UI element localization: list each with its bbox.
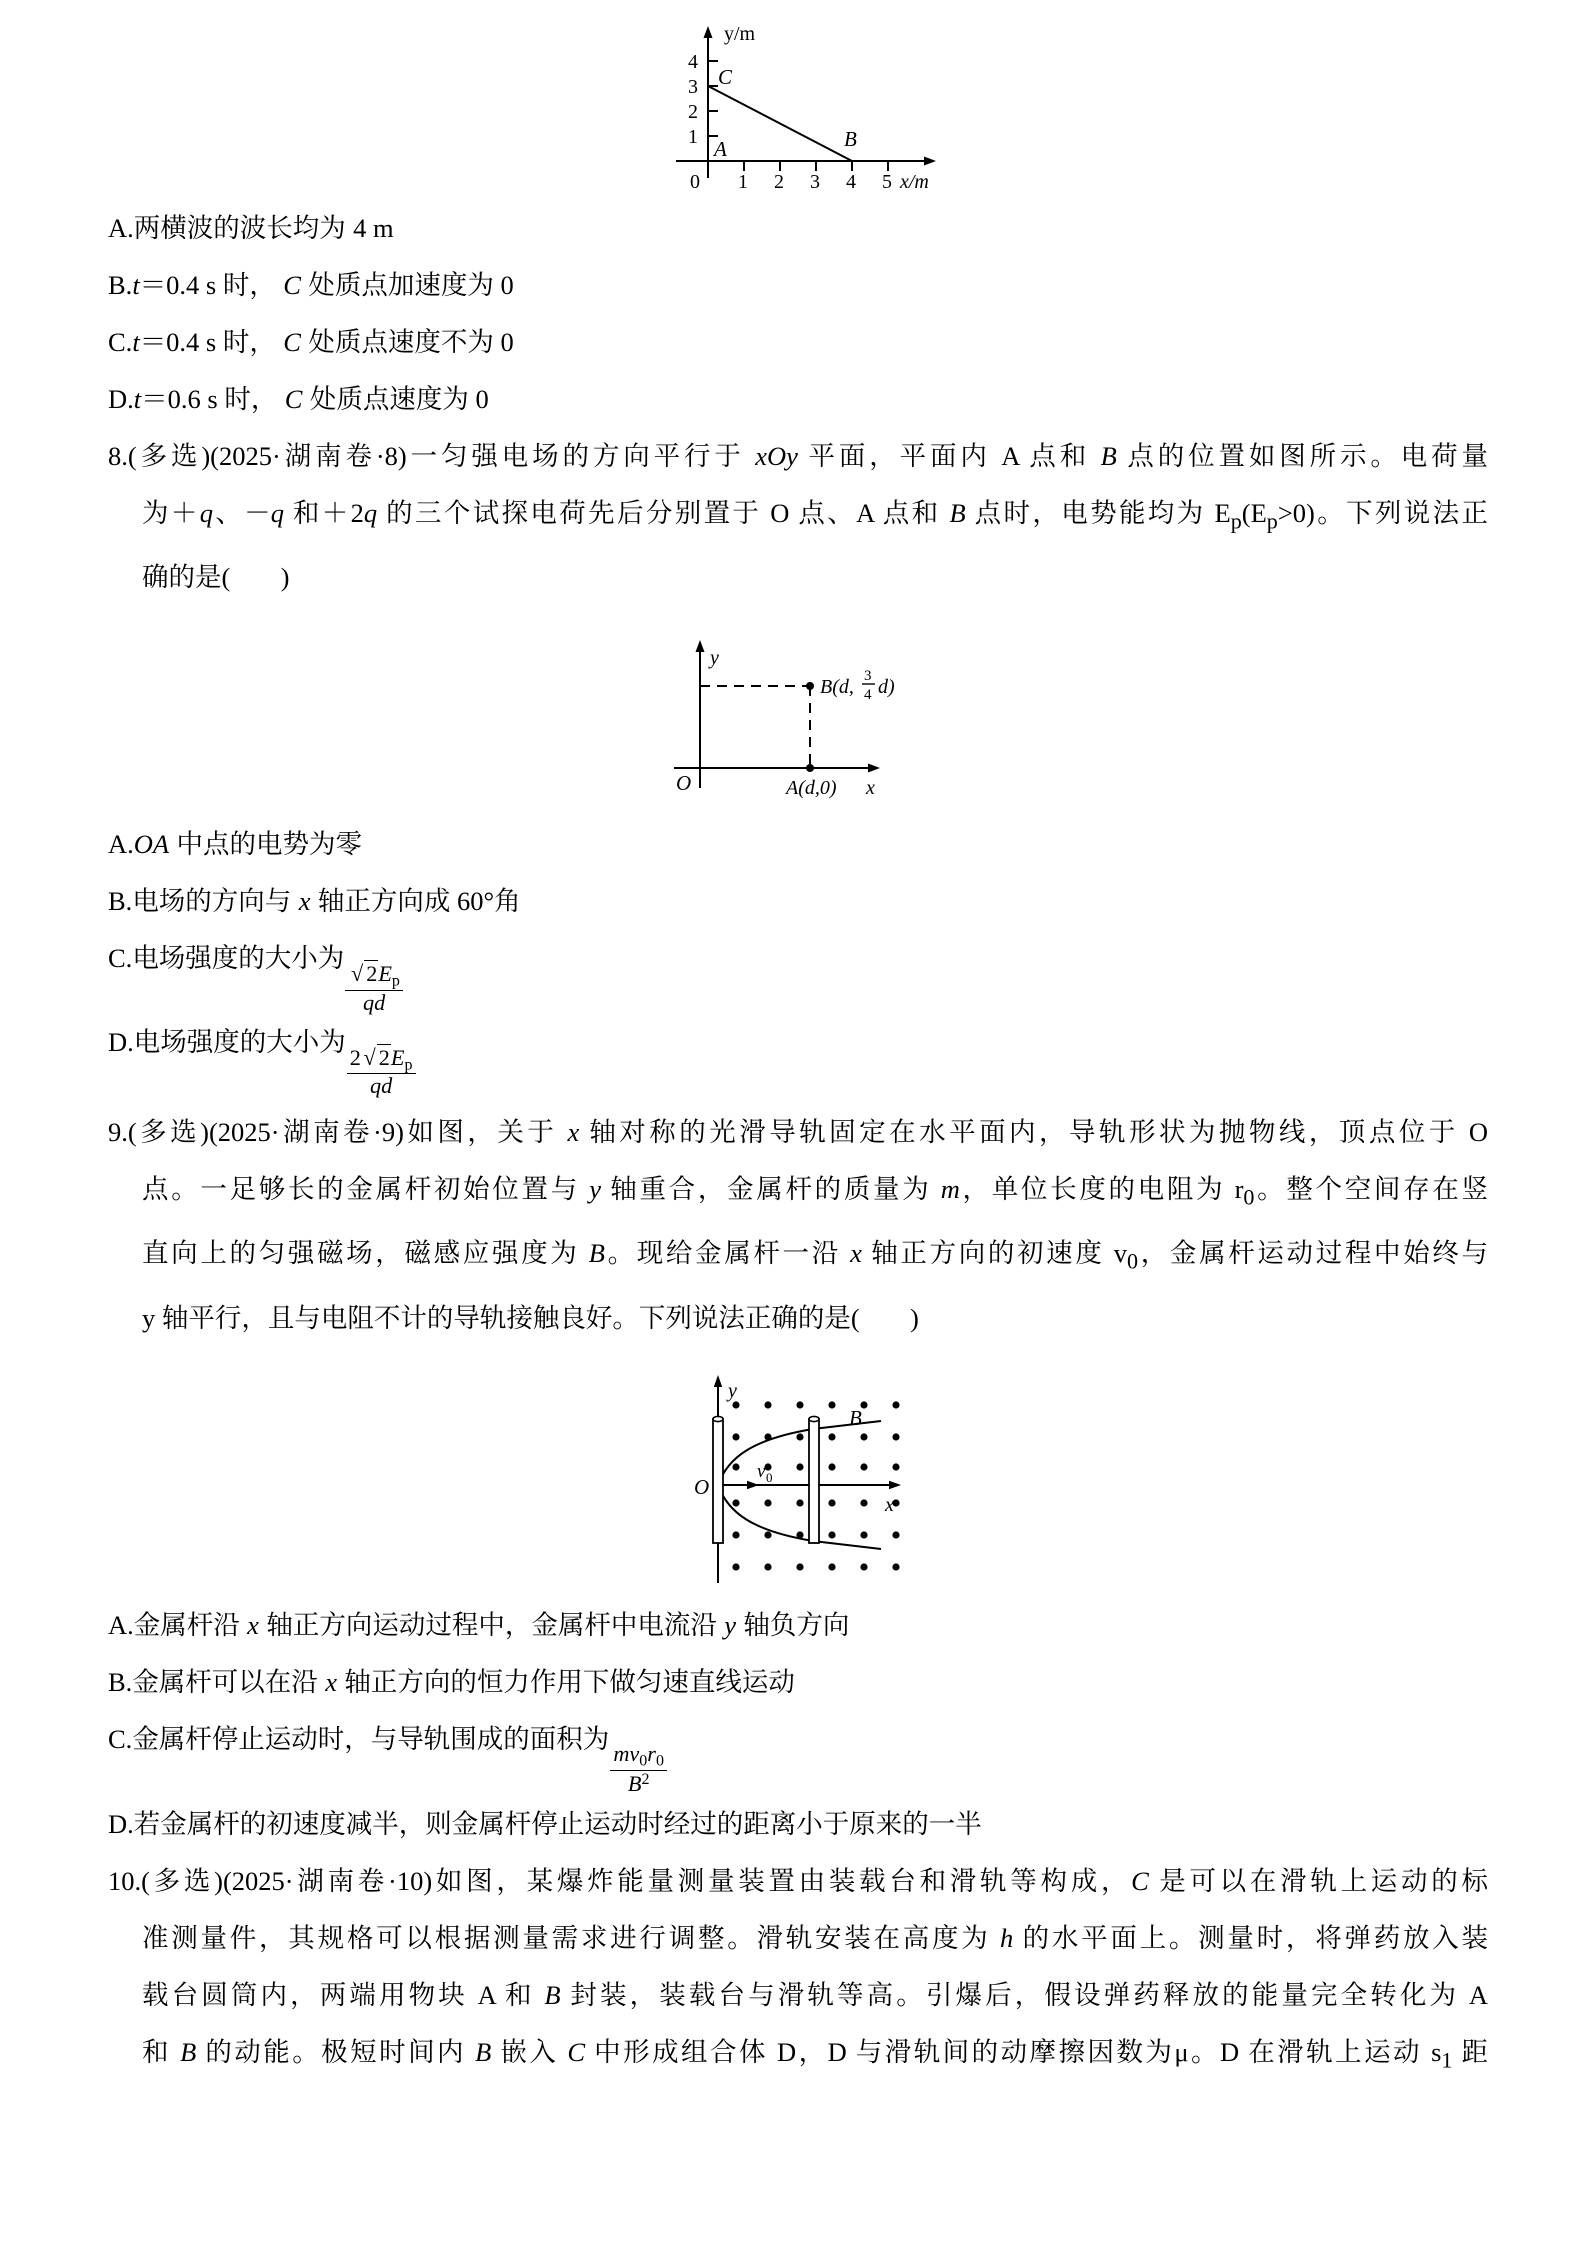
q7-option-c-label: C. bbox=[108, 327, 133, 357]
q9-option-a-seg3: 轴负方向 bbox=[743, 1609, 850, 1640]
q8-line-1 bbox=[108, 428, 1488, 485]
q9-line-1 bbox=[108, 1104, 1488, 1161]
figure2-y-axis-label: y bbox=[710, 647, 719, 670]
q8-option-d-label: D. bbox=[108, 1027, 134, 1058]
q8-option-a-text: 中点的电势为零 bbox=[176, 829, 362, 860]
q9-option-c-B: B bbox=[627, 1771, 642, 1797]
<i>q</i>9-line4-text: y 轴平行，且与电阻不计的导轨接触良好。下列说法正确的是( bbox=[142, 1302, 860, 1333]
<i>q</i>9-source: (2025·湖南卷·9) bbox=[208, 1117, 404, 1148]
q7-option-a-value: 4 m bbox=[353, 213, 394, 243]
q8-option-b-var: x bbox=[298, 886, 311, 917]
q9-option-c-label: C. bbox=[108, 1723, 133, 1754]
q8-option-c-numerator bbox=[345, 962, 403, 990]
figure1-point-A: A bbox=[714, 137, 727, 161]
q9-option-a-seg2: 轴正方向运动过程中，金属杆中电流沿 bbox=[266, 1609, 717, 1640]
svg-text:3: 3 bbox=[864, 668, 872, 685]
q9-option-c-v-sub: 0 bbox=[639, 1752, 648, 1770]
q7-option-a-label: A. bbox=[108, 213, 134, 243]
figure1-ytick-1: 1 bbox=[688, 126, 698, 148]
figure1-xtick-1: 1 bbox=[738, 171, 748, 193]
<i>q</i>8-tag: (多选) bbox=[127, 441, 211, 471]
<i>q</i>8-line1-text: 一匀强电场的方向平行于 xOy 平面，平面内 A 点和 B 点的位置如图所示。电荷量 bbox=[406, 441, 1489, 471]
q7-option-d-label: D. bbox=[108, 384, 134, 414]
q7-option-b-eq: ＝0.4 s 时， bbox=[139, 270, 276, 300]
q8-option-a-seg-oa: OA bbox=[133, 829, 170, 860]
q9-option-c-denominator bbox=[625, 1771, 653, 1796]
page-content bbox=[108, 0, 1488, 2088]
q8-option-b-seg1: 电场的方向与 bbox=[132, 886, 292, 917]
figure-parabolic-rail-magnetic-field bbox=[108, 1347, 1488, 1597]
svg-text:0: 0 bbox=[766, 1469, 773, 1485]
figure3-x-axis-label: x bbox=[885, 1493, 894, 1516]
<i>q</i>10-source: (2025·湖南卷·10) bbox=[222, 1865, 433, 1896]
q7-option-b-var: t bbox=[132, 270, 140, 300]
q8-option-d-radicand: 2 bbox=[378, 1044, 390, 1070]
figure2-point-B-label bbox=[820, 668, 895, 703]
q8-option-d-numerator bbox=[347, 1046, 416, 1074]
q8-option-d bbox=[108, 1014, 1488, 1098]
figure2-x-axis-label: x bbox=[866, 777, 875, 800]
figure-wave-displacement bbox=[108, 0, 1488, 200]
q9-option-b-var-x: x bbox=[325, 1666, 337, 1697]
q8-option-d-denominator: qd bbox=[370, 1073, 393, 1099]
q7-option-d-var: t bbox=[133, 384, 142, 414]
q9-option-b-seg2: 轴正方向的恒力作用下做匀速直线运动 bbox=[344, 1666, 795, 1697]
q9-option-a-seg1: 金属杆沿 bbox=[133, 1609, 240, 1640]
q7-option-d-point: C bbox=[284, 384, 303, 414]
q8-option-c-E: E bbox=[378, 961, 392, 987]
figure1-xtick-4: 4 bbox=[846, 171, 856, 193]
q9-option-d bbox=[108, 1796, 1488, 1853]
figure-electric-field-coords bbox=[108, 606, 1488, 816]
q10-line-3: 载台圆筒内，两端用物块 A 和 B 封装，装载台与滑轨等高。引爆后，假设弹药释放的能量完全转化为 A bbox=[142, 1979, 1488, 2010]
svg-text:v: v bbox=[757, 1460, 766, 1482]
q8-line-3 bbox=[108, 549, 1488, 606]
q9-option-a-label: A. bbox=[108, 1609, 134, 1640]
question-8-stem bbox=[108, 428, 1488, 606]
q7-option-c-tail: 处质点速度不为 0 bbox=[308, 327, 514, 357]
svg-text:4: 4 bbox=[864, 687, 872, 704]
<i>q</i>10-line1-text: 如图，某爆炸能量测量装置由装载台和滑轨等构成，C 是可以在滑轨上运动的标 bbox=[432, 1865, 1488, 1896]
q10-line-2: 准测量件，其规格可以根据测量需求进行调整。滑轨安装在高度为 h 的水平面上。测量时，将弹药放入装 bbox=[142, 1922, 1489, 1953]
<i>q</i>10-tag: (多选) bbox=[141, 1865, 223, 1896]
q7-option-c-point: C bbox=[283, 327, 301, 357]
q9-option-c-r-sub: 0 bbox=[655, 1752, 664, 1770]
q8-option-d-fraction bbox=[347, 1046, 416, 1098]
q8-option-b-label: B. bbox=[108, 886, 133, 917]
q8-option-b-seg2: 轴正方向成 60°角 bbox=[317, 886, 521, 917]
q8-option-d-coef: 2 bbox=[349, 1044, 361, 1070]
<i>q</i>8-source: (2025·湖南卷·8) bbox=[210, 441, 407, 471]
q9-option-b-seg1: 金属杆可以在沿 bbox=[132, 1666, 318, 1697]
figure1-origin-label: 0 bbox=[690, 171, 700, 193]
<i>q</i>8-line3-text: 确的是( bbox=[142, 562, 231, 593]
figure1-y-axis-label: y/m bbox=[724, 23, 756, 45]
<i>q</i>10-number: 10. bbox=[108, 1865, 142, 1896]
q9-option-c-B-exp: 2 bbox=[641, 1770, 650, 1788]
q7-option-b-tail: 处质点加速度为 0 bbox=[308, 270, 514, 300]
q8-option-a-label: A. bbox=[108, 829, 134, 860]
q8-option-b bbox=[108, 873, 1488, 930]
figure1-point-B: B bbox=[844, 127, 857, 151]
<i>q</i>8-line3-close: ) bbox=[280, 562, 290, 593]
q8-option-c-E-sub: p bbox=[391, 972, 400, 990]
q9-option-c-fraction bbox=[610, 1742, 667, 1795]
figure1-ytick-3: 3 bbox=[688, 76, 698, 98]
figure3-field-label: B bbox=[849, 1405, 862, 1430]
figure1-svg bbox=[648, 18, 948, 193]
figure1-xtick-3: 3 bbox=[810, 171, 820, 193]
q9-option-c-numerator bbox=[610, 1742, 667, 1770]
q8-option-d-seg1: 电场强度的大小为 bbox=[133, 1027, 346, 1058]
q7-option-d bbox=[108, 371, 1488, 428]
q7-option-b-point: C bbox=[283, 270, 301, 300]
figure2-point-A-label: A(d,0) bbox=[786, 777, 837, 800]
q10-line-1 bbox=[108, 1853, 1488, 1910]
figure1-ytick-4: 4 bbox=[688, 51, 698, 73]
figure1-ytick-2: 2 bbox=[688, 101, 698, 123]
q9-option-a-var-y: y bbox=[724, 1609, 737, 1640]
metal-bar-moved bbox=[809, 1416, 819, 1543]
q7-option-c bbox=[108, 314, 1488, 371]
figure3-origin-label: O bbox=[694, 1474, 710, 1499]
q8-option-d-E: E bbox=[390, 1044, 405, 1070]
q8-option-d-E-sub: p bbox=[404, 1056, 413, 1074]
q9-option-c-seg1: 金属杆停止运动时，与导轨围成的面积为 bbox=[132, 1723, 610, 1754]
q9-option-c-v: v bbox=[629, 1741, 640, 1767]
q10-line-4: 和 B 的动能。极短时间内 B 嵌入 C 中形成组合体 D，D 与滑轨间的动摩擦因数为μ。D 在滑轨上运动 $s_1$ 距 bbox=[142, 2036, 1489, 2072]
q9-line-4 bbox=[108, 1290, 1488, 1347]
q7-option-c-eq: ＝0.4 s 时， bbox=[139, 327, 276, 357]
q9-option-a bbox=[108, 1597, 1488, 1654]
q8-option-c-label: C. bbox=[108, 943, 133, 974]
q9-option-c-r: r bbox=[647, 1741, 656, 1767]
q9-line-2: 点。一足够长的金属杆初始位置与 y 轴重合，金属杆的质量为 m，单位长度的电阻为 $r_0$。整个空间存在竖 bbox=[142, 1174, 1489, 1210]
q9-line-3: 直向上的匀强磁场，磁感应强度为 B。现给金属杆一沿 x 轴正方向的初速度 $v_0$，金属杆运动过程中始终与 bbox=[142, 1238, 1489, 1274]
q8-option-c-radicand: 2 bbox=[366, 961, 378, 987]
q9-option-d-seg1: 若金属杆的初速度减半，则金属杆停止运动时经过的距离小于原来的一半 bbox=[133, 1808, 982, 1839]
figure2-origin-label: O bbox=[676, 771, 692, 796]
velocity-arrow-icon bbox=[725, 1480, 759, 1488]
figure1-xtick-2: 2 bbox=[774, 171, 784, 193]
q7-option-c-var: t bbox=[132, 327, 140, 357]
<i>q</i>9-line1-text: 如图，关于 x 轴对称的光滑导轨固定在水平面内，导轨形状为抛物线，顶点位于 O bbox=[403, 1117, 1489, 1148]
q7-option-d-tail: 处质点速度为 0 bbox=[309, 384, 489, 414]
q7-option-b-label: B. bbox=[108, 270, 133, 300]
q9-option-a-var-x: x bbox=[247, 1609, 259, 1640]
question-10-stem bbox=[108, 1853, 1488, 2088]
<i>q</i>9-number: 9. bbox=[108, 1117, 128, 1148]
question-9-stem bbox=[108, 1104, 1488, 1347]
sqrt-icon: √ 2 bbox=[363, 1044, 390, 1070]
svg-text:d): d) bbox=[878, 676, 895, 699]
q8-line-2: 为＋q、－q 和＋2q 的三个试探电荷先后分别置于 O 点、A 点和 B 点时，电势能均为 $E_p(E_p>0)$。下列说法正 bbox=[142, 498, 1488, 534]
q9-option-b bbox=[108, 1654, 1488, 1711]
sqrt-icon: √ 2 bbox=[350, 961, 378, 987]
figure3-svg bbox=[633, 1361, 963, 1591]
<i>q</i>9-line4-close: ) bbox=[910, 1302, 919, 1333]
figure3-y-axis-label: y bbox=[728, 1379, 737, 1402]
q8-option-c-fraction bbox=[345, 962, 403, 1014]
<i>q</i>9-tag: (多选) bbox=[127, 1117, 209, 1148]
svg-text:B(d,: B(d, bbox=[820, 676, 854, 699]
q8-option-c-seg1: 电场强度的大小为 bbox=[132, 943, 345, 974]
q8-option-a bbox=[108, 816, 1488, 873]
q9-option-c-m: m bbox=[613, 1741, 630, 1767]
q7-option-a-text: 两横波的波长均为 bbox=[133, 213, 346, 243]
q9-option-b-label: B. bbox=[108, 1666, 133, 1697]
figure1-point-C: C bbox=[718, 65, 733, 89]
metal-bar-initial bbox=[713, 1416, 723, 1543]
<i>q</i>8-number: 8. bbox=[108, 441, 128, 471]
q9-option-c bbox=[108, 1711, 1488, 1796]
q8-option-c-denominator: qd bbox=[362, 989, 386, 1015]
q9-option-d-label: D. bbox=[108, 1808, 134, 1839]
q7-option-b bbox=[108, 257, 1488, 314]
figure1-xtick-5: 5 bbox=[882, 171, 892, 193]
q7-option-a bbox=[108, 200, 1488, 257]
figure2-svg bbox=[638, 628, 958, 803]
q7-option-d-eq: ＝0.6 s 时， bbox=[141, 384, 278, 414]
figure1-x-axis-label: x/m bbox=[900, 171, 929, 193]
q8-option-c bbox=[108, 930, 1488, 1014]
